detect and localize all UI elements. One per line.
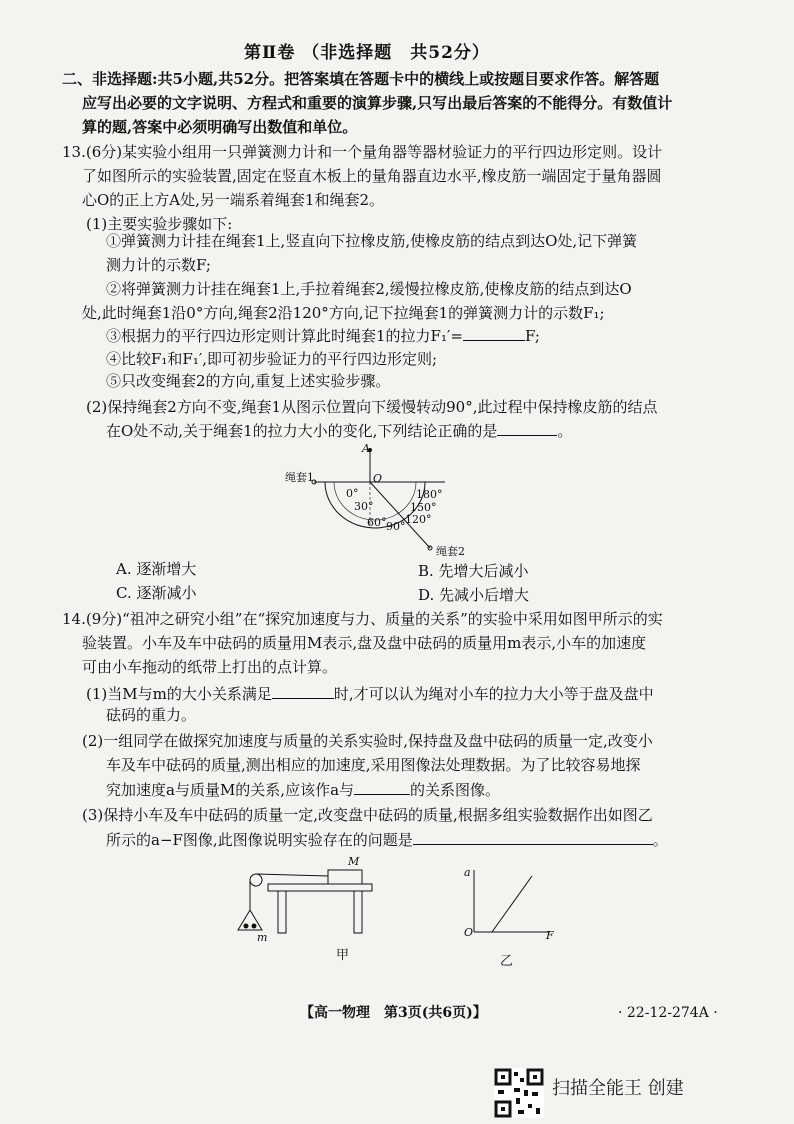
weight-pan bbox=[238, 910, 262, 930]
q13-part1-heading: (1)主要实验步骤如下: bbox=[86, 215, 233, 233]
option-a[interactable]: A. 逐渐增大 bbox=[116, 560, 197, 578]
label-180deg: 180° bbox=[416, 488, 443, 501]
label-a: a bbox=[464, 866, 471, 879]
q13-part2-line2 bbox=[106, 421, 572, 440]
q13-part2-end: 。 bbox=[557, 422, 573, 440]
label-30deg: 30° bbox=[354, 500, 374, 513]
answer-blank[interactable] bbox=[413, 830, 653, 845]
label-F: F bbox=[546, 929, 554, 942]
caption-jia: 甲 bbox=[336, 948, 350, 963]
option-d[interactable]: D. 先减小后增大 bbox=[418, 586, 530, 604]
label-m: m bbox=[257, 931, 268, 944]
a-F-graph bbox=[460, 866, 560, 938]
answer-blank[interactable] bbox=[463, 326, 525, 341]
section-title: 第Ⅱ卷 （非选择题 共52分） bbox=[244, 43, 490, 63]
weight bbox=[252, 924, 257, 929]
answer-blank[interactable] bbox=[497, 421, 557, 436]
exam-code: · 22-12-274A · bbox=[618, 1005, 718, 1021]
q13-line-3: 心O的正上方A处,另一端系着绳套1和绳套2。 bbox=[82, 191, 384, 209]
cart bbox=[328, 870, 362, 884]
q14-part2-line2: 车及车中砝码的质量,测出相应的加速度,采用图像法处理数据。为了比较容易地探 bbox=[106, 756, 641, 774]
table-leg-left bbox=[278, 891, 286, 933]
q14-part2-suffix: 的关系图像。 bbox=[410, 781, 501, 799]
label-0deg: 0° bbox=[346, 487, 359, 500]
label-90deg: 90° bbox=[386, 520, 406, 533]
q13-step3-prefix: ③根据力的平行四边形定则计算此时绳套1的拉力F₁′= bbox=[106, 327, 463, 345]
q13-step2-line1: ②将弹簧测力计挂在绳套1上,手拉着绳套2,缓慢拉橡皮筋,使橡皮筋的结点到达O bbox=[106, 280, 632, 298]
protractor-figure bbox=[300, 440, 480, 558]
q14-part3-prefix: 所示的a−F图像,此图像说明实验存在的问题是 bbox=[106, 831, 413, 849]
q14-part1 bbox=[86, 684, 654, 703]
q13-step1-line1: ①弹簧测力计挂在绳套1上,竖直向下拉橡皮筋,使橡皮筋的结点到达O处,记下弹簧 bbox=[106, 232, 638, 250]
qr-code-icon bbox=[494, 1068, 544, 1118]
q13-step3-suffix: F; bbox=[524, 327, 540, 345]
q13-step3 bbox=[106, 326, 540, 345]
q13-step1-line2: 测力计的示数F; bbox=[106, 256, 211, 274]
q13-line-1: 13.(6分)某实验小组用一只弹簧测力计和一个量角器等器材验证力的平行四边形定则。设计 bbox=[62, 143, 663, 161]
q13-part2-line1: (2)保持绳套2方向不变,绳套1从图示位置向下缓慢转动90°,此过程中保持橡皮筋的结点 bbox=[86, 398, 658, 416]
q13-step4: ④比较F₁和F₁′,即可初步验证力的平行四边形定则; bbox=[106, 350, 438, 368]
page-footer: 【高一物理 第3页(共6页)】 bbox=[300, 1005, 487, 1021]
label-60deg: 60° bbox=[367, 516, 387, 529]
option-b[interactable]: B. 先增大后减小 bbox=[418, 562, 529, 580]
instructions-line-2: 应写出必要的文字说明、方程式和重要的演算步骤,只写出最后答案的不能得分。有数值计 bbox=[82, 94, 673, 112]
q14-part3-line2 bbox=[106, 830, 668, 849]
q14-part1-prefix: (1)当M与m的大小关系满足 bbox=[86, 685, 272, 703]
instructions-line-3: 算的题,答案中必须明确写出数值和单位。 bbox=[82, 118, 358, 136]
weight bbox=[244, 924, 249, 929]
label-150deg: 150° bbox=[410, 501, 437, 514]
label-O: O bbox=[373, 472, 383, 485]
a-F-line bbox=[492, 876, 532, 932]
q14-line-3: 可由小车拖动的纸带上打出的点计算。 bbox=[82, 658, 338, 676]
answer-blank[interactable] bbox=[354, 780, 410, 795]
scanner-watermark: 扫描全能王 创建 bbox=[552, 1078, 684, 1099]
label-O-graph: O bbox=[464, 926, 474, 939]
table-leg-right bbox=[354, 891, 362, 933]
pulley bbox=[250, 874, 262, 886]
q13-line-2: 了如图所示的实验装置,固定在竖直木板上的量角器直边水平,橡皮筋一端固定于量角器圆 bbox=[82, 167, 662, 185]
answer-blank[interactable] bbox=[272, 684, 334, 699]
q14-part1-suffix: 时,才可以认为绳对小车的拉力大小等于盘及盘中 bbox=[333, 685, 654, 703]
q14-part1-line2: 砝码的重力。 bbox=[106, 706, 197, 724]
string-horizontal bbox=[256, 874, 328, 876]
q13-part2-text: 在O处不动,关于绳套1的拉力大小的变化,下列结论正确的是 bbox=[106, 422, 498, 440]
label-rope1: 绳套1 bbox=[285, 471, 314, 484]
q14-part2-line1: (2)一组同学在做探究加速度与质量的关系实验时,保持盘及盘中砝码的质量一定,改变小 bbox=[82, 732, 653, 750]
q14-part3-end: 。 bbox=[652, 831, 668, 849]
q14-line-2: 验装置。小车及车中砝码的质量用M表示,盘及盘中砝码的质量用m表示,小车的加速度 bbox=[82, 634, 647, 652]
q14-part3-line1: (3)保持小车及车中砝码的质量一定,改变盘中砝码的质量,根据多组实验数据作出如图乙 bbox=[82, 806, 653, 824]
table-top bbox=[268, 884, 372, 891]
q14-line-1: 14.(9分)“祖冲之研究小组”在“探究加速度与力、质量的关系”的实验中采用如图甲所示的实 bbox=[62, 610, 663, 628]
q13-step5: ⑤只改变绳套2的方向,重复上述实验步骤。 bbox=[106, 372, 391, 390]
label-M: M bbox=[348, 855, 360, 868]
option-c[interactable]: C. 逐渐减小 bbox=[116, 584, 197, 602]
caption-yi: 乙 bbox=[500, 954, 514, 969]
q14-part2-line3 bbox=[106, 780, 500, 799]
label-A: A bbox=[362, 442, 370, 455]
label-rope2: 绳套2 bbox=[436, 545, 465, 558]
q13-step2-line2: 处,此时绳套1沿0°方向,绳套2沿120°方向,记下拉绳套1的弹簧测力计的示数F₁; bbox=[82, 304, 605, 322]
instructions-line-1: 二、非选择题:共5小题,共52分。把答案填在答题卡中的横线上或按题目要求作答。解答题 bbox=[62, 70, 660, 88]
label-120deg: 120° bbox=[405, 513, 432, 526]
q14-part2-prefix: 究加速度a与质量M的关系,应该作a与 bbox=[106, 781, 355, 799]
